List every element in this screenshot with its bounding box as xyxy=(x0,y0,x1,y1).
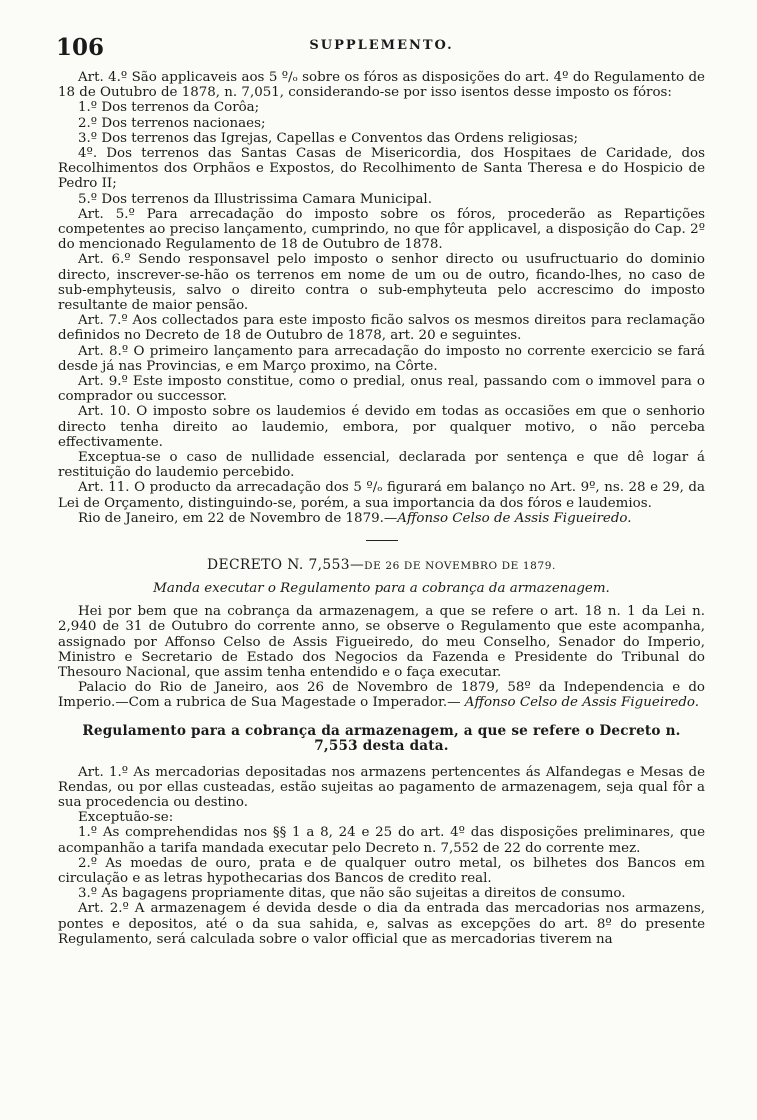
regulation-item: 2.º As moedas de ouro, prata e de qualquer outro metal, os bilhetes dos Bancos em circulação e as letras hypothecarias dos Bancos de credito real. xyxy=(58,855,705,886)
decree-section xyxy=(58,557,705,710)
regulation-art2: Art. 2.º A armazenagem é devida desde o dia da entrada das mercadorias nos armazens, pontes e depositos, até o da sua sahida, e, salvas as excepções do art. 8º do presente Regulamento, será calculada sobre o valor official que as mercadorias tiverem na xyxy=(58,901,705,947)
decree-body: Hei por bem que na cobrança da armazenagem, a que se refere o art. 18 n. 1 da Lei n. 2,940 de 31 de Outubro do corrente anno, se observe o Regulamento que este acompanha, assignado por Affonso Celso de Assis Figueiredo, do meu Conselho, Senador do Imperio, Ministro e Secretario de Estado dos Negocios da Fazenda e Presidente do Tribunal do Thesouro Nacional, que assim tenha entendido e o faça executar. xyxy=(58,604,705,680)
regulation-exceptions-heading: Exceptuão-se: xyxy=(78,810,174,826)
paragraph-art10: Art. 10. O imposto sobre os laudemios é devido em todas as occasiões em que o senhorio directo tenha direito ao laudemio, embora, por qualquer motivo, o não perceba effectivamente. xyxy=(58,404,705,450)
list-item: 4º. Dos terrenos das Santas Casas de Misericordia, dos Hospitaes de Caridade, dos Recolhimentos dos Orphãos e Expostos, do Recolhimento de Santa Theresa e do Hospicio de Pedro II; xyxy=(58,146,705,192)
section-divider xyxy=(366,540,398,541)
signature-signer: Affonso Celso de Assis Figueiredo. xyxy=(397,510,632,526)
first-section xyxy=(58,70,705,526)
running-title: SUPPLEMENTO. xyxy=(309,38,454,53)
paragraph-art10-exception: Exceptua-se o caso de nullidade essencial, declarada por sentença e que dê logar á restituição do laudemio percebido. xyxy=(58,450,705,481)
regulation-item: 3.º As bagagens propriamente ditas, que não são sujeitas a direitos de consumo. xyxy=(78,886,626,902)
decree-title xyxy=(58,557,705,573)
decree-title-date: DE 26 DE NOVEMBRO DE 1879. xyxy=(364,560,556,573)
regulation-art1: Art. 1.º As mercadorias depositadas nos armazens pertencentes ás Alfandegas e Mesas de Rendas, ou por ellas custeadas, estão sujeitas ao pagamento de armazenagem, seja qual fôr a sua procedencia ou destino. xyxy=(58,764,705,810)
paragraph-art11: Art. 11. O producto da arrecadação dos 5 º/ₒ figurará em balanço no Art. 9º, ns. 28 e 29, da Lei de Orçamento, distinguindo-se, porém, a sua importancia da dos fóros e laudemios. xyxy=(58,480,705,511)
paragraph-art7: Art. 7.º Aos collectados para este imposto ficão salvos os mesmos direitos para reclamação definidos no Decreto de 18 de Outubro de 1878, art. 20 e seguintes. xyxy=(58,313,705,344)
decree-closing-signer: Affonso Celso de Assis Figueiredo. xyxy=(464,695,700,711)
paragraph-art6: Art. 6.º Sendo responsavel pelo imposto o senhor directo ou usufructuario do dominio directo, inscrever-se-hão os terrenos em nome de um ou de outro, ficando-lhes, no caso de sub-emphyteusis, salvo o direito contra o sub-emphyteuta pelo accrescimo do imposto resultante de maior pensão. xyxy=(58,252,705,314)
regulation-item: 1.º As comprehendidas nos §§ 1 a 8, 24 e 25 do art. 4º das disposições preliminares, que acompanhão a tarifa mandada executar pelo Decreto n. 7,552 de 22 do corrente mez. xyxy=(58,825,705,856)
list-item: 3.º Dos terrenos das Igrejas, Capellas e Conventos das Ordens religiosas; xyxy=(78,130,579,146)
decree-subtitle: Manda executar o Regulamento para a cobrança da armazenagem. xyxy=(153,581,610,597)
paragraph-art8: Art. 8.º O primeiro lançamento para arrecadação do imposto no corrente exercicio se fará desde já nas Provincias, e em Março proximo, na Côrte. xyxy=(58,343,705,374)
page-header xyxy=(56,34,705,64)
signature-place-date: Rio de Janeiro, em 22 de Novembro de 1879.— xyxy=(78,510,398,526)
regulation-section xyxy=(58,724,705,947)
paragraph-art9: Art. 9.º Este imposto constitue, como o predial, onus real, passando com o immovel para o comprador ou successor. xyxy=(58,374,705,405)
paragraph-art4: Art. 4.º São applicaveis aos 5 º/ₒ sobre os fóros as disposições do art. 4º do Regulamento de 18 de Outubro de 1878, n. 7,051, considerando-se por isso isentos desse imposto os fóros: xyxy=(58,70,705,101)
list-item: 2.º Dos terrenos nacionaes; xyxy=(78,115,266,131)
decree-title-main: DECRETO N. 7,553— xyxy=(207,557,365,574)
paragraph-art5: Art. 5.º Para arrecadação do imposto sobre os fóros, procederão as Repartições competentes ao preciso lançamento, cumprindo, no que fôr applicavel, a disposição do Cap. 2º do mencionado Regulamento de 18 de Outubro de 1878. xyxy=(58,206,705,253)
signature-line xyxy=(58,511,705,526)
decree-closing-text: Palacio do Rio de Janeiro, aos 26 de Novembro de 1879, 58º da Independencia e do Imperio.—Com a rubrica de Sua Magestade o Imperador.— xyxy=(58,680,705,711)
decree-closing xyxy=(58,680,705,710)
page-number: 106 xyxy=(56,34,105,61)
regulation-title: Regulamento para a cobrança da armazenagem, a que se refere o Decreto n. 7,553 desta data. xyxy=(82,722,681,755)
list-item: 1.º Dos terrenos da Corôa; xyxy=(78,100,260,116)
list-item: 5.º Dos terrenos da Illustrissima Camara Municipal. xyxy=(78,191,432,207)
